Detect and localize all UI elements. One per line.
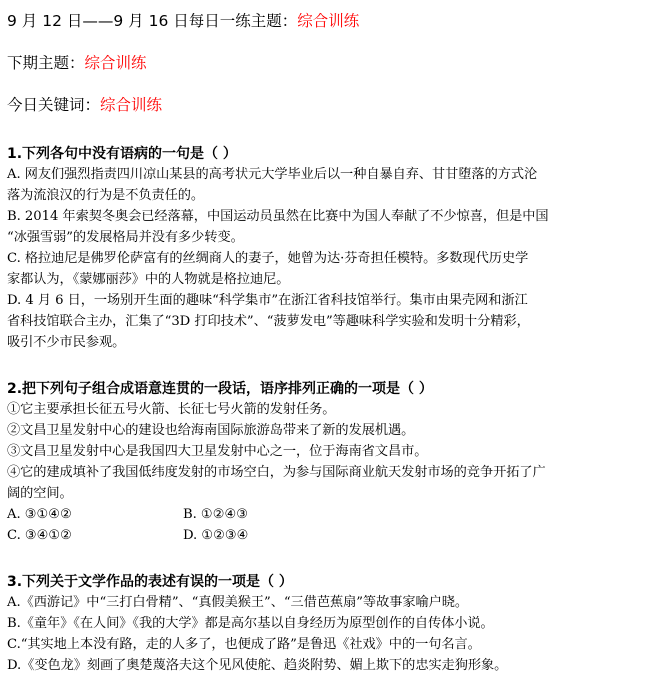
question-3-line: C.“其实地上本没有路，走的人多了，也便成了路”是鲁迅《社戏》中的一句名言。 <box>7 637 481 652</box>
question-2-line: ①它主要承担长征五号火箭、长征七号火箭的发射任务。 <box>7 402 336 417</box>
header-keyword-label: 今日关键词： <box>7 96 101 114</box>
question-2 <box>7 379 666 546</box>
option-d: D. ①②③④ <box>183 528 249 543</box>
question-2-line: ④它的建成填补了我国低纬度发射的市场空白，为参与国际商业航天发射市场的竞争开拓了广 <box>7 465 546 480</box>
question-1-line: 家都认为，《蒙娜丽莎》中的人物就是格拉迪尼。 <box>7 272 290 287</box>
header-next-theme-line <box>7 52 666 74</box>
option-a: A. ③①④② <box>7 507 72 522</box>
header-keyword-line <box>7 94 666 116</box>
question-1-line: D. 4 月 6 日，一场别开生面的趣味“科学集市”在浙江省科技馆举行。集市由果壳网和浙江 <box>7 293 528 308</box>
header-keyword-value: 综合训练 <box>100 96 163 114</box>
question-1-line: 省科技馆联合主办，汇集了“3D 打印技术”、“菠萝发电”等趣味科学实验和发明十分精彩， <box>7 314 530 329</box>
question-1-line: B. 2014 年索契冬奥会已经落幕，中国运动员虽然在比赛中为国人奉献了不少惊喜，但是中国 <box>7 209 549 224</box>
question-2-line: ②文昌卫星发射中心的建设也给海南国际旅游岛带来了新的发展机遇。 <box>7 423 415 438</box>
header-theme-line <box>7 10 666 32</box>
question-3-line: B.《童年》《在人间》《我的大学》都是高尔基以自身经历为原型创作的自传体小说。 <box>7 616 494 631</box>
question-1 <box>7 144 666 353</box>
option-c: C. ③④①② <box>7 528 72 543</box>
question-3-title: 3.下列关于文学作品的表述有误的一项是（ ） <box>7 574 293 590</box>
option-b: B. ①②④③ <box>183 507 249 522</box>
header-next-theme-label: 下期主题： <box>7 54 85 72</box>
header-theme-value: 综合训练 <box>297 12 360 30</box>
question-1-line: 落为流浪汉的行为是不负责任的。 <box>7 188 205 203</box>
question-3-line: A.《西游记》中“三打白骨精”、“真假美猴王”、“三借芭蕉扇”等故事家喻户晓。 <box>7 595 469 610</box>
question-3 <box>7 572 666 676</box>
question-2-options <box>7 504 666 546</box>
question-1-line: A. 网友们强烈指责四川凉山某县的高考状元大学毕业后以一种自暴自弃、甘甘堕落的方式沦 <box>7 167 538 182</box>
question-1-title: 1.下列各句中没有语病的一句是（ ） <box>7 146 237 162</box>
question-1-line: “冰强雪弱”的发展格局并没有多少转变。 <box>7 230 244 245</box>
question-3-line: D.《变色龙》刻画了奥楚蔑洛夫这个见风使舵、趋炎附势、媚上欺下的忠实走狗形象。 <box>7 658 508 673</box>
question-2-line: ③文昌卫星发射中心是我国四大卫星发射中心之一，位于海南省文昌市。 <box>7 444 428 459</box>
header-next-theme-value: 综合训练 <box>84 54 147 72</box>
question-1-line: C. 格拉迪尼是佛罗伦萨富有的丝绸商人的妻子，她曾为达·芬奇担任模特。多数现代历史学 <box>7 251 529 266</box>
question-2-line: 阔的空间。 <box>7 486 73 501</box>
question-1-line: 吸引不少市民参观。 <box>7 335 126 350</box>
question-2-title: 2.把下列句子组合成语意连贯的一段话，语序排列正确的一项是（ ） <box>7 381 433 397</box>
header-theme-label: 9 月 12 日——9 月 16 日每日一练主题： <box>7 12 298 30</box>
